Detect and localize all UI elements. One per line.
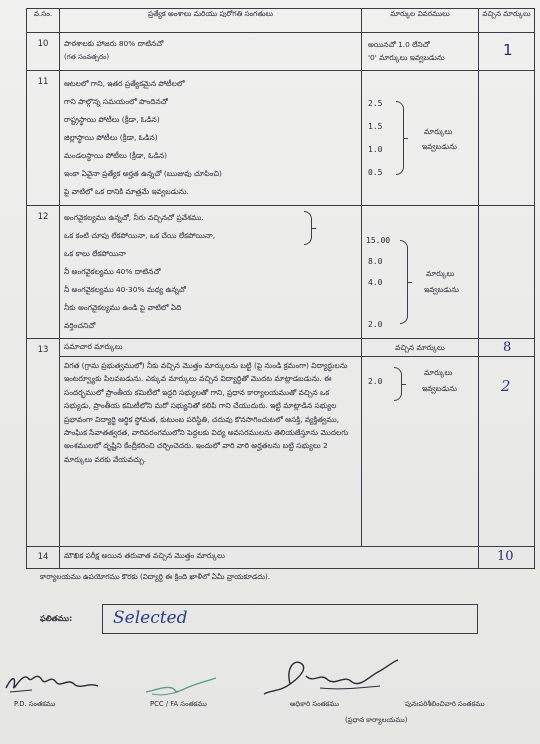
office-note: కార్యాలయము ఉపయోగము కొరకు (విద్యార్థి ఈ క్రింది ఖాళీలో ఏమీ వ్రాయకూడదు).: [40, 572, 271, 581]
row-12-marks-label: ఇవ్వబడును: [424, 285, 459, 294]
verifier-signature-label: పునఃపరిశీలించివారి సంతకము: [405, 700, 485, 708]
row-12-value: 15.00: [366, 236, 391, 245]
row-11-line: రాష్ట్రస్థాయి పోటీలు (క్రీడా, ఓడిన): [64, 115, 160, 124]
row-13-sub-value: 8: [503, 340, 512, 355]
row-10-marks: [362, 33, 479, 71]
row-13-awarded-value: 2: [501, 377, 511, 395]
row-11-marks: [362, 71, 479, 206]
row-10-awarded: [479, 33, 535, 71]
row-11-line: మండలస్థాయి పోటీలు (క్రీడా, ఓడిన): [64, 151, 168, 160]
row-13-title-cell: [60, 339, 361, 357]
row-14-text: మౌఖిక పరీక్ష అయిన తరువాత వచ్చిన మొత్తం మార్కులు: [64, 551, 225, 560]
row-13-sub-awarded-cell: [479, 339, 534, 357]
row-10: [27, 33, 535, 71]
row-11-value: 1.5: [368, 122, 383, 131]
row-12: [27, 206, 535, 339]
row-13: [27, 339, 535, 547]
row-11-line: ఇంకా ఏవైనా ప్రత్యేక అర్హత ఉన్నచో (ఋజువు చూపించి): [64, 169, 222, 178]
row-13-awarded: [479, 339, 535, 547]
row-13-value: 2.0: [368, 377, 383, 386]
row-11-brace: [396, 101, 404, 175]
result-label: ఫలితము:: [40, 614, 73, 623]
row-13-marks-label: ఇవ్వబడును: [422, 384, 457, 393]
row-13-sub-header-label: వచ్చిన మార్కులు: [395, 343, 445, 352]
row-12-value: 4.0: [368, 278, 383, 287]
office-label: (ప్రధాన కార్యాలయము): [345, 716, 408, 724]
row-10-line: పాఠశాలకు హాజరు 80% దాటినచో: [64, 39, 164, 48]
row-11-details: [60, 71, 362, 206]
row-12-details: [60, 206, 362, 339]
row-10-awarded-value: 1: [503, 41, 513, 59]
row-11-value: 0.5: [368, 168, 383, 177]
row-10-marks-line: '0' మార్కులు ఇవ్వబడును: [368, 53, 445, 62]
officer-signature-label: అధికారి సంతకము: [290, 700, 339, 708]
row-12-line: నీ అంగవైకల్యము 40-30% మధ్య ఉన్నచో: [64, 285, 186, 294]
row-11-line: జిల్లాస్థాయి పోటీలు (క్రీడా, ఓడిన): [64, 133, 158, 142]
row-13-details: [60, 339, 362, 547]
header-details: ప్రత్యేక అంశాలు మరియు పురోగతి సంగతులు: [60, 9, 362, 33]
row-12-awarded: [479, 206, 535, 339]
row-14-awarded-value: 10: [497, 549, 514, 564]
pcc-signature: [142, 672, 222, 698]
row-10-sno: 10: [27, 33, 60, 71]
row-11: [27, 71, 535, 206]
row-11-line: పై వాటిలో ఒక దానికి మాత్రమే ఇవ్వబడును.: [64, 187, 189, 196]
result-box: [102, 604, 478, 634]
pcc-signature-label: PCC / FA సంతకము: [150, 700, 207, 708]
pd-signature: [2, 664, 102, 696]
header-awarded: వచ్చిన మార్కులు: [479, 9, 535, 33]
row-12-line: అంగవైకల్యము ఉన్నచో, నీరు వచ్చినచో ప్రవేశము.: [64, 213, 204, 222]
row-12-line: ఒక కాలు లేకపోయినా: [64, 249, 126, 258]
header-sno: వ.సం.: [27, 9, 60, 33]
row-12-line: ఒక కంటి చూపు లేకపోయినా, ఒక చేయి లేకపోయినా,: [64, 231, 216, 240]
row-11-marks-label: ఇవ్వబడును: [422, 142, 457, 151]
row-11-marks-label: మార్కులు: [424, 127, 453, 136]
row-11-line: గాని పాల్గొన్న సమయంలో పొందినచో: [64, 97, 168, 106]
row-10-line: (గత సంవత్సరం): [64, 53, 110, 61]
row-14-details: [60, 547, 479, 569]
row-13-marks: [362, 339, 479, 547]
result-value: Selected: [113, 608, 188, 628]
row-12-brace: [400, 240, 408, 324]
row-12-marks-label: మార్కులు: [426, 269, 455, 278]
marks-table: [26, 8, 535, 569]
row-11-sno: 11: [27, 71, 60, 206]
row-12-left-brace: [304, 211, 312, 245]
officer-signature: [250, 654, 410, 702]
row-10-marks-line: అయినచో 1.0 లేనిచో: [368, 40, 430, 49]
row-11-value: 2.5: [368, 99, 383, 108]
row-12-line: నీకు అంగవైకల్యము ఉండి పై వాటిలో ఏది: [64, 303, 182, 312]
row-11-value: 1.0: [368, 145, 383, 154]
row-13-title: సమాచార మార్కులు: [64, 342, 123, 351]
row-12-line: నీ అంగవైకల్యము 40% దాటినచో: [64, 267, 161, 276]
row-12-value: 8.0: [368, 257, 383, 266]
row-13-brace: [394, 367, 402, 401]
row-11-line: ఆటలలో గాని, ఇతర ప్రత్యేకమైన పోటీలలో: [64, 79, 185, 88]
row-12-sno: 12: [27, 206, 60, 339]
row-13-paragraph: విగత (గ్రామ ప్రభుత్వములో) నీకు వచ్చిన మొత్తం మార్కులను బట్టి (పై నుండి క్రమంగా) విద్యార్థులను ఇంటర్వ్యూకు పిలవబడును. ఎక్కువ మార్కులు వచ్చిన విద్యార్థితో మొదట మాట్లాడబడును. ఈ సందర్భములో ప్రాంతీయ కమిటీలో ఇద్దరి సభ్యులతో గాని, ప్రధాన కార్యాలయముతో వచ్చిన ఒక సభ్యుడు, ప్రాంతీయ కమిటీలోని మరో సభ్యునితో కలిపి గాని చేయుదురు. ఇట్టి మాట్లాడిన సభ్యుల ప్రభావంగా విద్యార్థి ఆర్థిక స్థోమత, కుటుంబ పరిస్థితి, చదువు కొనసాగించుటలో ఆసక్తి, వ్యక్తిత్వము, సాంఘిక సేవాతత్వరత, వారిపరంగములోని పెద్దలకు విద్య అవసరములను తెలియజేస్తూను మొదలగు అంశములలో దృష్టిని కేంద్రీకరించి చర్చించెదరు. ఇందులో వారి వారి అర్హతలను బట్టి సభ్యులు 2 మార్కులు వరకు వేయవచ్చు.: [64, 361, 349, 464]
row-14-sno: 14: [27, 547, 60, 569]
row-13-marks-label: మార్కులు: [424, 368, 453, 377]
pd-signature-label: P.D. సంతకము: [14, 700, 56, 708]
row-14: [27, 547, 535, 569]
row-13-sno: 13: [27, 339, 60, 547]
table-header-row: [27, 9, 535, 33]
row-11-awarded: [479, 71, 535, 206]
header-marks-details: మార్కుల వివరములు: [362, 9, 479, 33]
row-12-line: వర్తించనిచో: [64, 321, 96, 330]
row-12-marks: [362, 206, 479, 339]
row-13-sub-header: [362, 339, 478, 357]
row-14-awarded: [479, 547, 535, 569]
row-10-details: [60, 33, 362, 71]
row-12-value: 2.0: [368, 320, 383, 329]
